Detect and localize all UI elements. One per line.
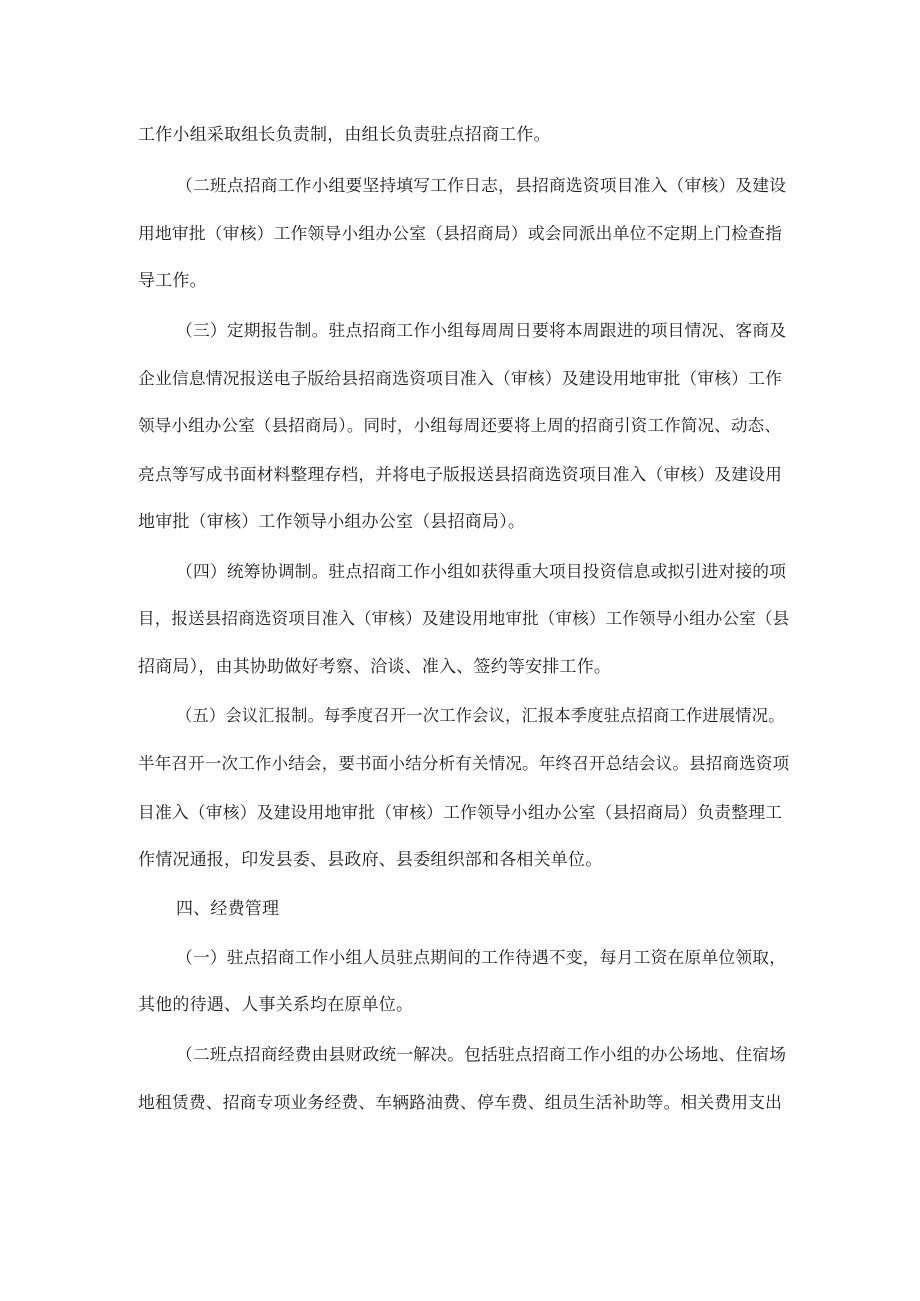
text-line-8: 亮点等写成书面材料整理存档，并将电子版报送县招商选资项目准入（审核）及建设用 bbox=[138, 464, 783, 484]
text-line-14: 半年召开一次工作小结会，要书面小结分析有关情况。年终召开总结会议。县招商选资项 bbox=[138, 754, 790, 773]
text-line-9: 地审批（审核）工作领导小组办公室（县招商局）。 bbox=[138, 512, 526, 532]
text-line-1: 工作小组采取组长负责制，由组长负责驻点招商工作。 bbox=[138, 125, 551, 145]
text-line-6: 企业信息情况报送电子版给县招商选资项目准入（审核）及建设用地审批（审核）工作 bbox=[138, 368, 783, 388]
text-line-3: 用地审批（审核）工作领导小组办公室（县招商局）或会同派出单位不定期上门检查指 bbox=[138, 223, 783, 243]
text-line-15: 目准入（审核）及建设用地审批（审核）工作领导小组办公室（县招商局）负责整理工 bbox=[138, 802, 783, 822]
text-line-5: （三）定期报告制。驻点招商工作小组每周周日要将本周跟进的项目情况、客商及 bbox=[176, 320, 787, 340]
text-line-7: 领导小组办公室（县招商局）。同时，小组每周还要将上周的招商引资工作简况、动态、 bbox=[138, 416, 782, 435]
text-line-21: 地租赁费、招商专项业务经费、车辆路油费、停车费、组员生活补助等。相关费用支出 bbox=[138, 1092, 783, 1112]
text-line-13: （五）会议汇报制。每季度召开一次工作会议，汇报本季度驻点招商工作进展情况。 bbox=[176, 706, 785, 725]
text-line-18: （一）驻点招商工作小组人员驻点期间的工作待遇不变，每月工资在原单位领取， bbox=[176, 947, 787, 967]
text-line-4: 导工作。 bbox=[138, 271, 207, 291]
text-line-19: 其他的待遇、人事关系均在原单位。 bbox=[138, 995, 414, 1015]
text-line-20: （二班点招商经费由县财政统一解决。包括驻点招商工作小组的办公场地、住宿场 bbox=[176, 1044, 787, 1064]
text-line-11: 目，报送县招商选资项目准入（审核）及建设用地审批（审核）工作领导小组办公室（县 bbox=[138, 609, 790, 628]
text-line-12: 招商局），由其协助做好考察、洽谈、准入、签约等安排工作。 bbox=[138, 657, 612, 677]
text-line-10: （四）统筹协调制。驻点招商工作小组如获得重大项目投资信息或拟引进对接的项 bbox=[176, 561, 787, 581]
text-line-16: 作情况通报，印发县委、县政府、县委组织部和各相关单位。 bbox=[138, 850, 603, 870]
text-line-2: （二班点招商工作小组要坚持填写工作日志，县招商选资项目准入（审核）及建设 bbox=[176, 175, 787, 195]
section-heading: 四、经费管理 bbox=[176, 899, 280, 919]
